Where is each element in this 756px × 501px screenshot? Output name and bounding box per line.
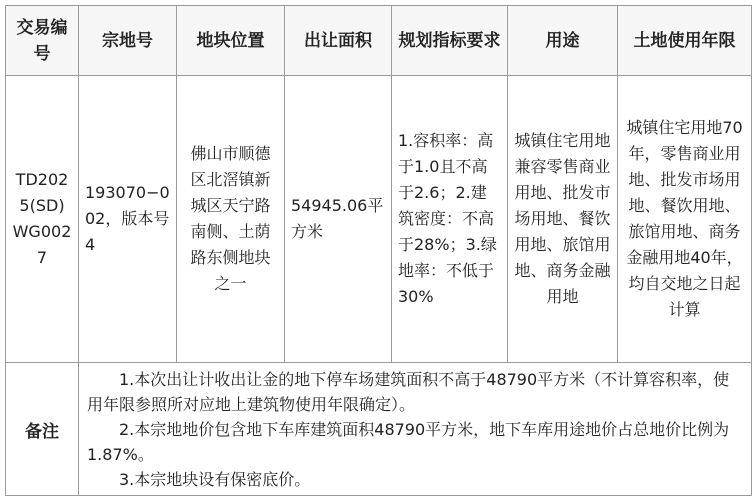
land-transfer-table	[5, 5, 752, 496]
table-row	[6, 76, 752, 363]
header-usage: 用途	[508, 6, 618, 76]
header-planning: 规划指标要求	[392, 6, 508, 76]
area-cell: 54945.06平方米	[285, 76, 392, 363]
remark-item: 2.本宗地地价包含地下车库建筑面积48790平方米，地下车库用途地价占总地价比例为1.87%。	[87, 419, 730, 464]
header-row	[6, 6, 752, 76]
remarks-label: 备注	[6, 363, 79, 496]
parcel-no-cell: 193070−002，版本号4	[79, 76, 177, 363]
header-parcel-no: 宗地号	[79, 6, 177, 76]
header-location: 地块位置	[177, 6, 285, 76]
location-cell: 佛山市顺德区北滘镇新城区天宁路南侧、土荫路东侧地块之一	[177, 76, 285, 363]
header-trade-no: 交易编号	[6, 6, 79, 76]
remarks-row	[6, 363, 752, 496]
header-term: 土地使用年限	[618, 6, 752, 76]
remarks-cell	[79, 363, 752, 496]
header-area: 出让面积	[285, 6, 392, 76]
planning-cell: 1.容积率：高于1.0且不高于2.6；2.建筑密度：不高于28%；3.绿地率：不低于30%	[392, 76, 508, 363]
remark-item: 3.本宗地块设有保密底价。	[119, 469, 311, 489]
term-cell: 城镇住宅用地70年，零售商业用地、批发市场用地、餐饮用地、旅馆用地、商务金融用地40年，均自交地之日起计算	[618, 76, 752, 363]
trade-no-cell: TD2025(SD)WG0027	[6, 76, 79, 363]
remark-item: 1.本次出让计收出让金的地下停车场建筑面积不高于48790平方米（不计算容积率，使用年限参照所对应地上建筑物使用年限确定）。	[87, 369, 730, 414]
usage-cell: 城镇住宅用地兼容零售商业用地、批发市场用地、餐饮用地、旅馆用地、商务金融用地	[508, 76, 618, 363]
